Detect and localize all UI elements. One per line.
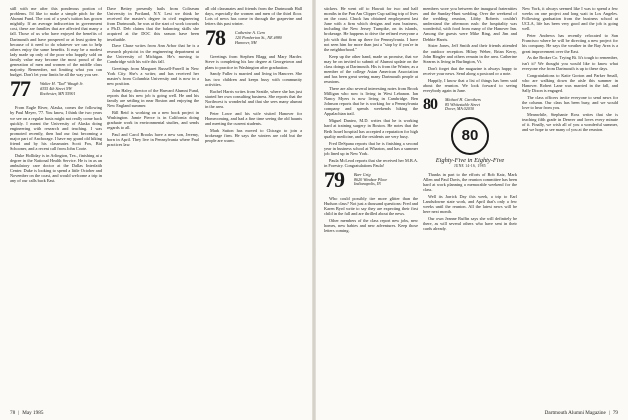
class-heading-80: [423, 96, 517, 114]
secretary-street: 8620 Windsor Place: [354, 176, 388, 182]
paragraph: Well its Jarrick Day this week, a trip to Earl Landsdowne state work, and April that's only a few weeks until the reunion. All the latest news will be here next month.: [423, 194, 517, 215]
class-year-number: 78: [205, 25, 225, 51]
issue-date: May 1985: [22, 410, 44, 416]
paragraph: Paul and Carol Brooks have a new son, Jeremy, born in April. They live in Pennsylvania where Paul practices law.: [107, 132, 199, 148]
paragraph: From Eagle River, Alaska, comes the following by Paul Meyer, '77. You know, I think the two years we see on a regular basis might not really come back quickly. I meant the University of Alaska doing engineering with research and teaching. I was promoted recently, then had our fast becoming a major part of Anchorage. I have my grand old hiking friend and by his classmates Scott Fox, Bid Schooner, and a recent call from John Coote.: [10, 105, 102, 152]
secretary-street: 85 Whitestable Street: [445, 101, 480, 107]
paragraph: John Haley, director of the Harvard Alumni Fund, reports that his new job is going well. He and his family are settling in near Boston and enjoying the New England summer.: [107, 87, 199, 109]
reunion-emblem: [451, 117, 489, 155]
page-folio-left: 78 | May 1985: [10, 410, 44, 416]
paragraph: As the Broker Co. Trying Bi. It's tough to remember, isn't it? We thought you would like to know what everyone else from Dartmouth is up to these days.: [522, 55, 618, 71]
secretary-city: Hanover, NH: [235, 39, 257, 45]
paragraph: Peter Lowe and his wife visited Hanover for Homecoming, and had a fine time seeing the old haunts and meeting the current students.: [205, 110, 302, 126]
paragraph: Keep up the other hand, made us promise, that we may be on invited to submit of Alumni update on the class doings at Dartmouth. His is from the Winter, as a member of the college Asian American Association and has been great seeing many Dartmouth people at reunions.: [324, 53, 418, 85]
class-heading-77: [10, 76, 102, 102]
paragraph: Sandy Fuller is married and living in Hanover. She has two children and keeps busy with community activities.: [205, 71, 302, 87]
left-page: [0, 0, 312, 420]
paragraph: all old classmates and friends from the Dartmouth Hall days, especially the women and men of the third floor. Lots of news has come in through the grapevine and letters this past winter.: [205, 6, 302, 27]
paragraph: Meanwhile, Stephanie Ross writes that she is teaching fifth grade in Denver and loves every minute of it. Finally, we wish all of you a wonderful summer, and we hope to see many of you at the reunion.: [522, 111, 618, 133]
paragraph: stickers. He went off to Hawaii for two and half months in the Pan Am Clipper Cup sailing trip of lives on the coast. Chuck has obtained employment last June with a firm which designs and runs business, including the New Jersey Turnpike, on its islands, brokerage. He happens to drive the refined everyone a job with that firm up there for Pennsylvania. I have not seen him for more than just a "stop by if you're in the neighborhood.": [324, 6, 418, 52]
paragraph: Peter Andrews has recently relocated to San Francisco where he will be directing a new project for his company. He says the weather in the Bay Area is a great improvement over the East.: [522, 33, 618, 54]
secretary-city: Dover, MA 02030: [445, 106, 474, 112]
paragraph: Rachel Harris writes from Seattle, where she has just started her own consulting business. She reports that the Northwest is wonderful and that she sees many alumni in the area.: [205, 88, 302, 109]
class-year-number: 79: [324, 166, 344, 192]
paragraph: members wore you between the inaugural fraternities and the Sunday-Hunt wedding. Over the weekend of the wedding reunion, Libby Roberts couldn't understand the afternoon rush: the hospitality was wonderful, with food from many of the Hanover Inn. Among the guests were Mike Ring, and Jim and Debbie Harris.: [423, 6, 517, 42]
class-secretary-address: [235, 31, 282, 45]
column-4: [324, 6, 418, 406]
paragraph: Mark Sutton has moved to Chicago to join a brokerage firm. He says the winters are cold but the people are warm.: [205, 127, 302, 143]
class-secretary-address: [354, 173, 387, 187]
paragraph: Thanks in part to the efforts of Bob Katz, Mark Allen and Paul Davis, the reunion committee has been hard at work planning a memorable weekend for the class.: [423, 171, 517, 193]
paragraph: Fred DeSpana reports that he is finishing a second year in business school at Wharton, and has a summer job lined up in New York.: [324, 140, 418, 156]
secretary-name: Barr Grig: [354, 171, 371, 177]
column-6: [522, 6, 618, 406]
page-number: 79: [612, 410, 618, 416]
paragraph: There are also several interesting notes from Brook Milligan who now is living in West Lebanon. Ian Nancy Myers is now living in Cambridge. Ben Johnson reports that he is working for a Pennsylvania company and spends weekends hiking the Appalachian trail.: [324, 86, 418, 117]
reunion-tagline: Eighty-Five in Eighty-Five: [435, 156, 505, 164]
magazine-name: Dartmouth Alumni Magazine: [544, 410, 606, 416]
class-heading-78: [205, 25, 302, 51]
secretary-name: Michael H. Carothers: [445, 96, 481, 102]
paragraph: still with me after this ponderous portion of problems. I'd like to make a simple pitch for the Alumni Fund. The cost of a year's tuition has grown mightily. If an average indiscretion in government cost, these are families that are affected that many a fall. Those of us who have enjoyed the benefits of Dartmouth and have prospered or at least gotten by because of it need to do whatever we can to help others enjoy the same benefits. It may be a modest lady made up only of the poor who happily sold on family value may become the most proud of the generation of men and women of the middle class majority. Remember, not limiting what you can budget. Don't let your limits be all the way you see.: [10, 6, 102, 78]
paragraph: Sister Jones, Jeff Smith and their friends attended the outdoor reception. Hilary Weber, Brian Kerry, John Ringler and others remain in the area. Catherine Stearns is living in Burlington, Vt.: [423, 43, 517, 64]
class-year-number: 80: [423, 95, 437, 113]
paragraph: Miguel Danieo, M.D. writes that he is working hard at training surgery in Boston. He notes that the Beth Israel hospital has accepted a reputation for high quality medicine, and the residents are very busy.: [324, 118, 418, 139]
paragraph: Dave Bettey presently hails from Coliseum University in Portland, N.Y. Lest we think he received the master's degree in civil engineering from Dartmouth, he was at the start of work towards a Ph.D. Deb claims that the balancing skills she acquired at the DOC this season have been invaluable.: [107, 6, 199, 42]
column-3: [205, 6, 302, 406]
paragraph: Congratulations to Katie Gorton and Parker Small, who are walking down the aisle this summer in Hanover. Robert Lane was married in the fall, and Sally Dixon is engaged.: [522, 72, 618, 93]
column-2: [107, 6, 199, 406]
secretary-city: Rochester, MN 55901: [40, 90, 76, 96]
class-heading-79: [324, 166, 418, 193]
page-folio-right: Dartmouth Alumni Magazine | 79: [544, 410, 618, 416]
reunion-date: JUNE 14-16, 1985: [454, 163, 486, 168]
column-5: [423, 6, 517, 406]
paragraph: The class officers invite everyone to send news for the column. Our class has been busy, and we would love to hear from you.: [522, 94, 618, 110]
class-secretary-address: [40, 82, 83, 96]
paragraph: Our own Jeanne Ruffin says she will definitely be there, as will several others who have sent in their cards already.: [423, 216, 517, 232]
paragraph: Who could possibly tire more glitter than the Hudson class? Not just a thousand questions: Fred and Karen Byrd write to say they are expecting their first child in the fall and are thrilled about the news.: [324, 195, 418, 217]
paragraph: Bill Reid is working on a new book project in Washington. Jamie Pierce is in California doing graduate work in environmental studies, and sends regards to all.: [107, 109, 199, 131]
secretary-name: Catherine A. Gero: [235, 30, 266, 36]
secretary-name: Walter H. "Tad" Waugh Jr.: [40, 81, 84, 87]
paragraph: Don't forget that the magazine is always happy to receive your news. Send along a postcard or a note.: [423, 65, 517, 76]
emblem-number: 80: [461, 127, 479, 145]
paragraph: Duke Holliday is in Arlington, Tex., finishing at a degree in the National Health Service. He is in as an ambulatory care doctor at the Dallas Interfaith Center. Duke is looking to spend a little October and November on the coast, and would welcome a trip in any of our calls back East.: [10, 152, 102, 184]
secretary-street: 120 Pemberton St., NE #980: [235, 35, 282, 41]
page-number: 78: [10, 410, 16, 416]
right-page: [316, 0, 628, 420]
column-1: [10, 6, 102, 406]
paragraph: Other members of the class report new jobs, new homes, new babies and new adventures. Keep those letters coming.: [324, 217, 418, 234]
secretary-city: Indianapolis, IN: [354, 181, 381, 187]
secretary-street: #355 4th Street NW: [40, 86, 73, 92]
paragraph: Happily, I know that a list of things has been said about the reunion. We look forward to seeing everybody again in June.: [423, 77, 517, 93]
paragraph: Dave Chase writes from Ann Arbor that he is a research physicist in the engineering department at the University of Michigan. He's moving to Cambridge with his wife this fall.: [107, 43, 199, 64]
paragraph: Greetings from Stephen Blagg and Mary Harder. Steve is completing his law degree at Georgetown and plans to practice in Washington after graduation.: [205, 54, 302, 70]
paragraph: Greetings from Margaret Russell-Farrell in New York City. She's a writer, and has received her master's from Columbia University and is now in a new position.: [107, 65, 199, 86]
paragraph: Paula McLeod reports that she received her M.B.A. in Forestry. Congratulations Paula!: [324, 157, 418, 168]
class-year-number: 77: [10, 76, 30, 102]
class-secretary-address: [445, 98, 481, 112]
reunion-logo: [423, 117, 517, 168]
paragraph: New York, it always seemed like I was to spend a few weeks on one project and long wait in Los Angeles. Following graduation from the business school at UCLA, life has been very good and the job is going well.: [522, 6, 618, 32]
